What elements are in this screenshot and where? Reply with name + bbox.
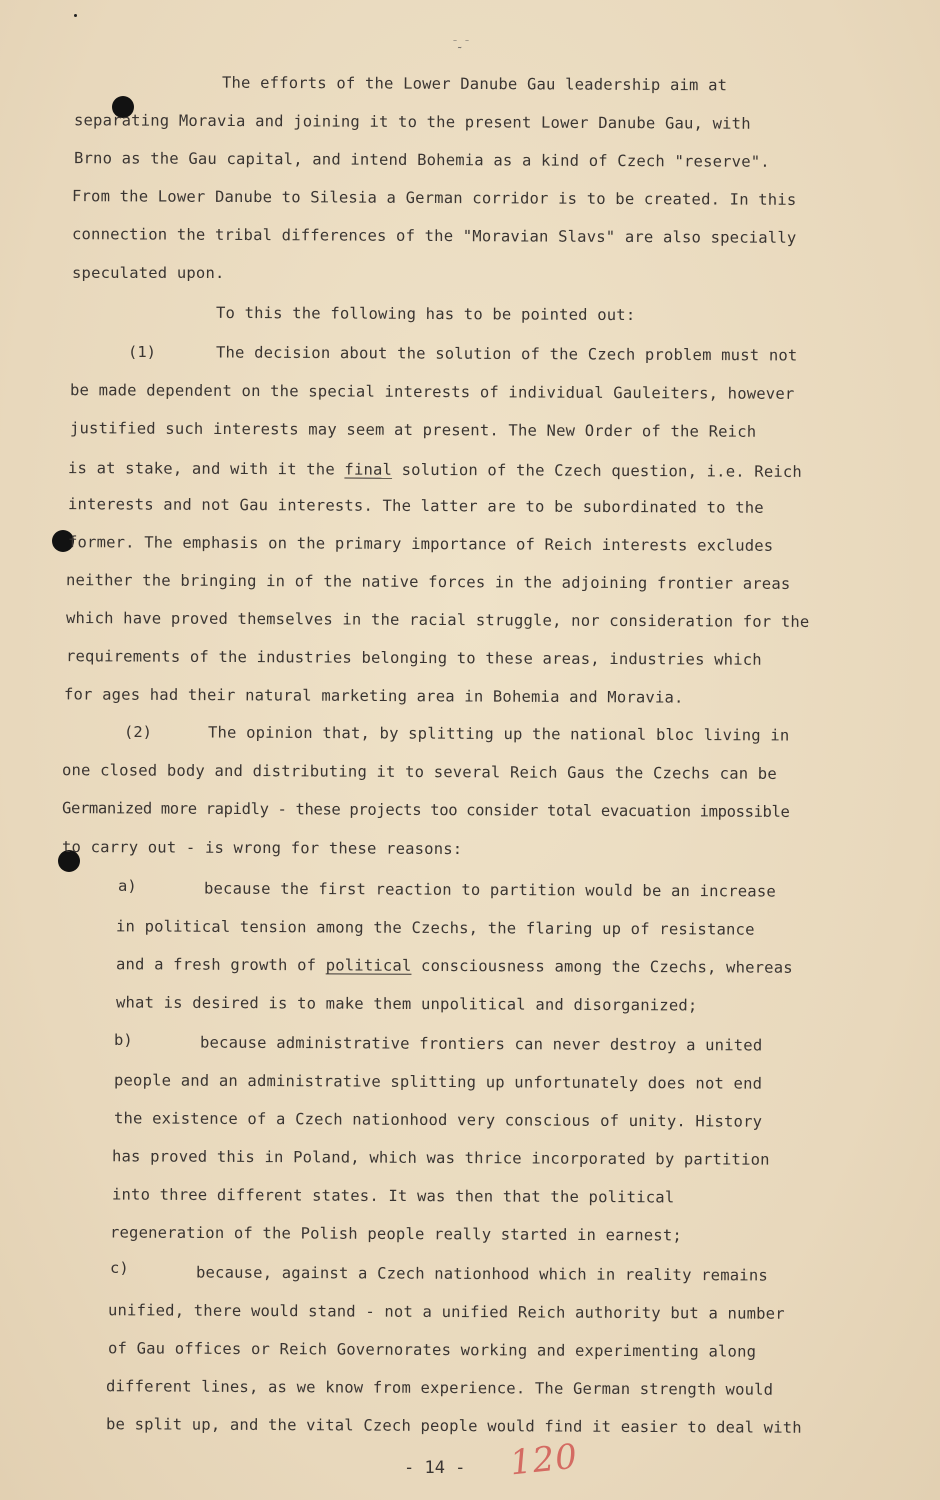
item-marker: b)	[114, 1031, 133, 1049]
text-line: in political tension among the Czechs, the flaring up of resistance	[115, 917, 755, 939]
text-line: The efforts of the Lower Danube Gau leadership aim at	[221, 73, 728, 95]
text-line: for ages had their natural marketing area in Bohemia and Moravia.	[63, 685, 684, 707]
text-fragment: and a fresh growth of	[115, 955, 317, 975]
text-line: what is desired is to make them unpolitical and disorganized;	[115, 993, 698, 1015]
top-mark: ⁻˷⁻	[452, 38, 471, 49]
text-line	[68, 458, 802, 482]
item-marker: c)	[110, 1259, 129, 1277]
underlined-word: political	[325, 956, 412, 975]
text-line: interests and not Gau interests. The latter are to be subordinated to the	[67, 495, 764, 517]
text-line: Germanized more rapidly - these projects too consider total evacuation impossible	[61, 799, 790, 821]
text-line: be split up, and the vital Czech people would find it easier to deal with	[105, 1415, 802, 1437]
text-line: of Gau offices or Reich Governorates working and experimenting along	[107, 1339, 757, 1361]
text-line: be made dependent on the special interests of individual Gauleiters, however	[69, 381, 795, 403]
text-line: into three different states. It was then that the political	[111, 1185, 675, 1207]
text-line: neither the bringing in of the native forces in the adjoining frontier areas	[65, 571, 791, 593]
text-line: people and an administrative splitting up unfortunately does not end	[113, 1071, 763, 1093]
text-line: separating Moravia and joining it to the present Lower Danube Gau, with	[73, 111, 751, 133]
text-fragment: is at stake, and with it the	[67, 459, 335, 479]
text-line: requirements of the industries belonging to these areas, industries which	[65, 647, 762, 669]
text-line: From the Lower Danube to Silesia a German corridor is to be created. In this	[71, 187, 797, 209]
text-line: because the first reaction to partition would be an increase	[203, 879, 776, 901]
text-line: speculated upon.	[72, 264, 225, 282]
text-line: former. The emphasis on the primary importance of Reich interests excludes	[67, 533, 774, 555]
text-line: to carry out - is wrong for these reasons:	[61, 837, 463, 859]
item-marker: a)	[118, 877, 137, 895]
text-line: justified such interests may seem at present. The New Order of the Reich	[69, 419, 757, 441]
text-line: because administrative frontiers can never destroy a united	[199, 1033, 763, 1055]
text-line: The decision about the solution of the Czech problem must not	[215, 343, 798, 365]
text-line: different lines, as we know from experience. The German strength would	[105, 1377, 774, 1399]
text-line: connection the tribal differences of the "Moravian Slavs" are also specially	[71, 225, 797, 247]
text-line: Brno as the Gau capital, and intend Bohemia as a kind of Czech "reserve".	[73, 149, 770, 171]
page-number: - 14 -	[404, 1458, 466, 1478]
text-line: unified, there would stand - not a unified Reich authority but a number	[107, 1301, 785, 1323]
underlined-word: final	[344, 460, 393, 479]
text-line: To this the following has to be pointed out:	[215, 303, 636, 325]
text-fragment: consciousness among the Czechs, whereas	[421, 956, 793, 977]
text-line: The opinion that, by splitting up the national bloc living in	[207, 723, 790, 745]
speck	[74, 14, 77, 17]
text-line: which have proved themselves in the racial struggle, nor consideration for the	[65, 609, 810, 631]
text-line: because, against a Czech nationhood which in reality remains	[195, 1263, 768, 1285]
text-line: the existence of a Czech nationhood very conscious of unity. History	[113, 1109, 763, 1131]
text-line	[116, 954, 793, 978]
item-marker: (2)	[124, 723, 152, 741]
text-fragment: solution of the Czech question, i.e. Reich	[401, 460, 803, 481]
item-marker: (1)	[128, 343, 156, 361]
handwritten-page-number: 120	[508, 1436, 580, 1484]
text-line: one closed body and distributing it to several Reich Gaus the Czechs can be	[61, 761, 777, 783]
text-line: regeneration of the Polish people really started in earnest;	[109, 1223, 682, 1245]
text-line: has proved this in Poland, which was thrice incorporated by partition	[111, 1147, 770, 1169]
